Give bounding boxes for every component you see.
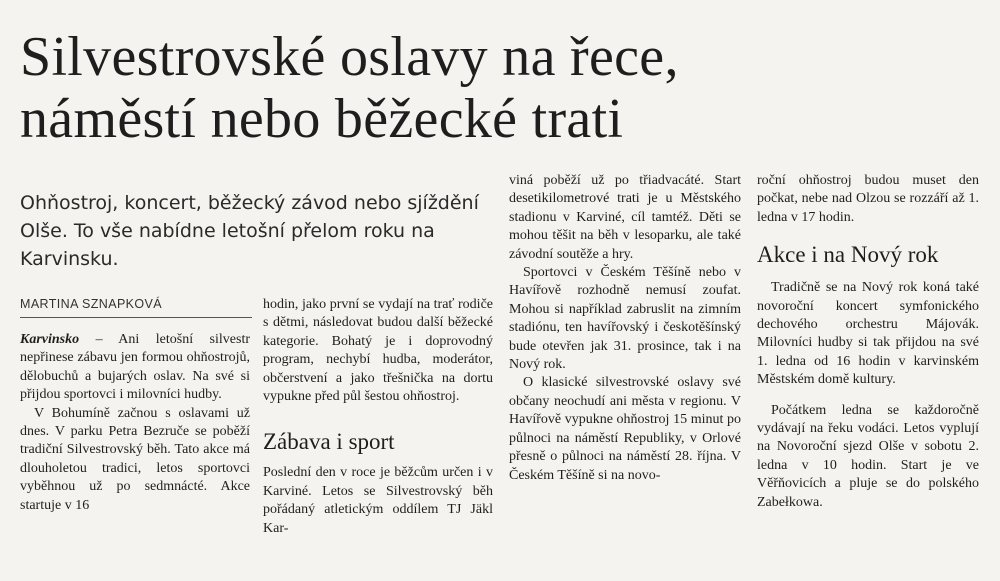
paragraph: O klasické silvestrovské oslavy své občany neochudí ani města v regionu. V Havířově vypukne ohňostroj 15 minut po půlnoci na náměstí Republiky, v Orlové přesně o půlnoci na náměstí 28. října. V Českém Těšíně si na novo- xyxy=(509,375,741,483)
paragraph: viná poběží už po třiadvacáté. Start desetikilometrové trati je u Městského stadionu v Karviné, cíl tamtéž. Děti se mohou těšit na běh v lesoparku, ale také závodní soutěže a hry. xyxy=(509,173,741,262)
subheading: Akce i na Nový rok xyxy=(757,242,939,268)
lead-paragraph: Ohňostroj, koncert, běžecký závod nebo sjíždění Olše. To vše nabídne letošní přelom roku na Karvinsku. xyxy=(20,192,479,270)
paragraph: Poslední den v roce je běžcům určen i v Karviné. Letos se Silvestrovský běh pořádaný atletickým oddílem TJ Jäkl Kar- xyxy=(263,465,493,536)
paragraph: Počátkem ledna se každoročně vydávají na řeku vodáci. Letos vyplují na Novoroční sjezd Olše v sobotu 2. ledna v 10 hodin. Start je ve Věřňovicích a pluje se do polského Zabełkowa. xyxy=(757,402,979,510)
column-1 xyxy=(20,331,250,515)
column-3 xyxy=(509,172,741,485)
paragraph: Sportovci v Českém Těšíně nebo v Havířově rozhodně nemusí zoufat. Mohou si například zabruslit na zimním stadiónu, ten havířovský i českotěšínský bude otevřen jak 31. prosince, tak i na Nový rok. xyxy=(509,265,741,373)
paragraph: Tradičně se na Nový rok koná také novoroční koncert symfonického dechového orchestru Májovák. Milovníci hudby si tak přijdou na své 1. ledna od 16 hodin v karvinském Městském domě kultury. xyxy=(757,280,979,388)
paragraph: roční ohňostroj budou muset den počkat, nebe nad Olzou se rozzáří až 1. ledna v 17 hodin. xyxy=(757,173,979,225)
paragraph: Karvinsko – Ani letošní silvestr nepřinese zábavu jen formou ohňostrojů, dělobuchů a bujarých oslav. Na své si přijdou sportovci i milovníci hudby. xyxy=(20,332,250,403)
headline-line-2: náměstí nebo běžecké trati xyxy=(20,88,624,150)
byline: MARTINA SZNAPKOVÁ xyxy=(20,297,252,318)
dateline: Karvinsko xyxy=(20,332,80,347)
paragraph: hodin, jako první se vydají na trať rodiče s dětmi, následovat budou další běžecké kategorie. Bohatý je i doprovodný program, nechybí hudba, moderátor, občerstvení a jako třešnička na dortu vypukne před půl šestou ohňostroj. xyxy=(263,297,493,405)
headline xyxy=(20,26,990,150)
column-2 xyxy=(263,296,493,538)
headline-line-1: Silvestrovské oslavy na řece, xyxy=(20,26,679,88)
paragraph: V Bohumíně začnou s oslavami už dnes. V parku Petra Bezruče se poběží tradiční Silvestrovský běh. Tato akce má dlouholetou tradici, letos sportovci vyběhnou už po sedmnácté. Akce startuje v 16 xyxy=(20,405,250,513)
subheading: Zábava i sport xyxy=(263,429,395,455)
column-4 xyxy=(757,172,979,512)
